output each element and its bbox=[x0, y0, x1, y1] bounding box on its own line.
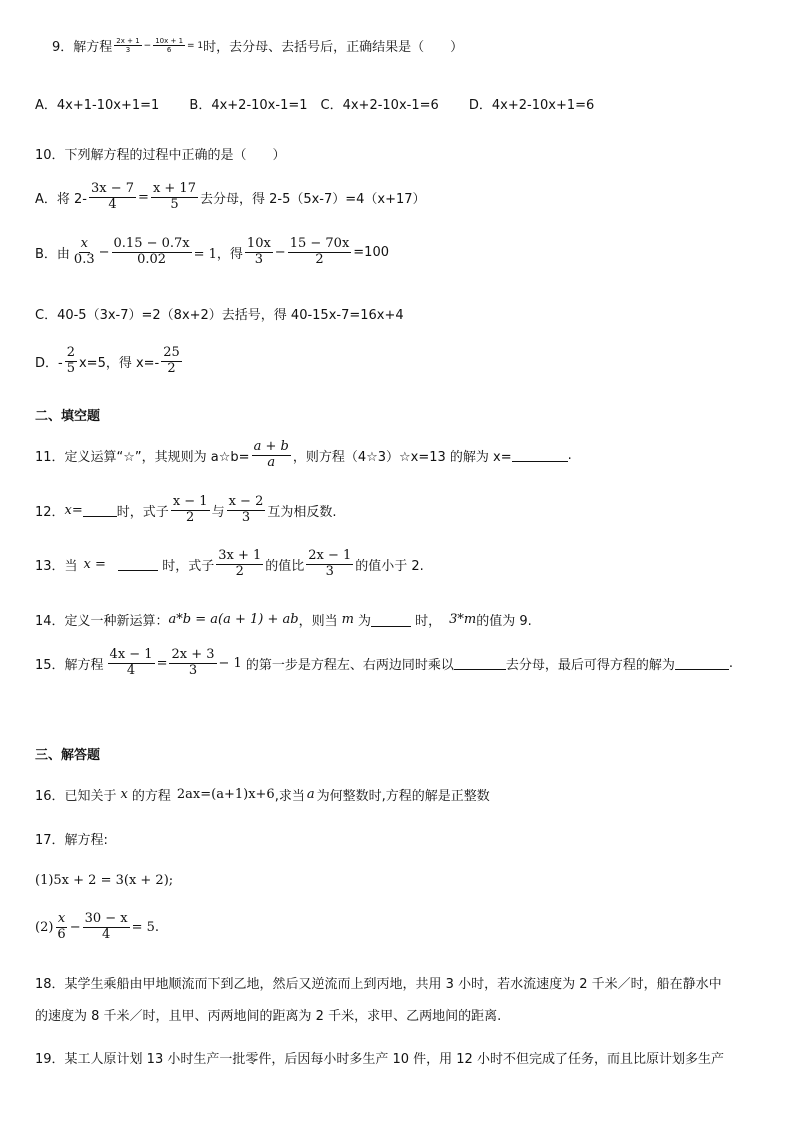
expression: 3*m bbox=[449, 612, 477, 627]
q9-lead: 9．解方程 bbox=[52, 40, 113, 55]
fraction bbox=[227, 495, 266, 526]
option-label: A．将 2- bbox=[35, 191, 87, 207]
fraction bbox=[216, 549, 263, 580]
fraction-denominator: 5 bbox=[66, 360, 75, 376]
question-17-stem bbox=[35, 829, 108, 848]
fraction-denominator: 2 bbox=[167, 360, 176, 376]
equals-sign: = bbox=[71, 502, 83, 518]
fraction bbox=[306, 549, 353, 580]
equation-rhs: = 5. bbox=[131, 919, 160, 935]
fraction-numerator: 3x − 7 bbox=[91, 181, 135, 196]
fraction-numerator: 30 − x bbox=[84, 911, 128, 926]
question-10-option-d bbox=[35, 346, 184, 377]
question-16 bbox=[35, 785, 490, 804]
question-17-part-1 bbox=[35, 873, 173, 888]
variable: x bbox=[83, 556, 91, 572]
connector-text: 与 bbox=[211, 504, 225, 520]
stem-text: 的方程 bbox=[131, 789, 171, 804]
equation-rhs: = 1，得 bbox=[193, 246, 243, 262]
period: . bbox=[567, 447, 572, 463]
q9-fraction-1 bbox=[114, 37, 141, 54]
question-15 bbox=[35, 648, 733, 679]
fraction bbox=[252, 440, 291, 471]
fraction bbox=[65, 346, 77, 377]
question-9-options bbox=[35, 94, 594, 113]
question-18-line-1 bbox=[35, 973, 722, 992]
fraction-denominator: 4 bbox=[126, 662, 136, 678]
fraction-numerator: 10x bbox=[246, 236, 271, 251]
stem-text: ,求当 bbox=[274, 789, 305, 804]
fraction-numerator: 25 bbox=[163, 345, 180, 360]
option-tail: 去分母，得 2-5（5x-7）=4（x+17） bbox=[199, 191, 426, 207]
stem-text: 时，式子 bbox=[158, 558, 215, 574]
minus-sign: − bbox=[69, 919, 81, 935]
fraction-denominator: 2 bbox=[186, 509, 195, 525]
fraction bbox=[83, 912, 130, 943]
fraction-numerator: a + b bbox=[253, 439, 289, 454]
stem-tail: 的值小于 2. bbox=[355, 558, 424, 574]
question-11 bbox=[35, 440, 572, 471]
q9-tail: 时，去分母、去括号后，正确结果是（ ） bbox=[203, 40, 464, 55]
question-18-line-2 bbox=[35, 1005, 501, 1024]
fraction-denominator: 3 bbox=[188, 662, 198, 678]
answer-blank[interactable] bbox=[454, 656, 506, 670]
answer-blank[interactable] bbox=[83, 503, 117, 517]
minus-sign: − bbox=[274, 244, 286, 260]
minus-sign: − bbox=[143, 40, 152, 51]
fraction-numerator: x − 2 bbox=[228, 494, 264, 509]
fraction-numerator: x − 1 bbox=[172, 494, 208, 509]
variable: x bbox=[120, 787, 128, 802]
fraction-denominator: 2 bbox=[315, 251, 324, 267]
answer-blank[interactable] bbox=[118, 557, 158, 571]
question-13 bbox=[35, 549, 424, 580]
question-12 bbox=[35, 495, 337, 526]
fraction-numerator: 0.15 − 0.7x bbox=[113, 236, 190, 251]
stem-text: ，则当 bbox=[298, 614, 338, 629]
fraction-numerator: x bbox=[57, 911, 66, 926]
fraction-denominator: 4 bbox=[108, 196, 117, 212]
stem-text: 11．定义运算“☆”，其规则为 a☆b= bbox=[35, 449, 250, 465]
fraction-numerator: 10x + 1 bbox=[155, 36, 184, 45]
fraction-denominator: 3 bbox=[325, 563, 334, 579]
stem-text: 14．定义一种新运算： bbox=[35, 614, 169, 629]
minus-sign: − bbox=[98, 244, 110, 260]
stem-text: 时， bbox=[410, 614, 442, 629]
answer-blank[interactable] bbox=[675, 656, 729, 670]
fraction-denominator: 0.02 bbox=[137, 251, 167, 267]
equals-sign: = bbox=[138, 189, 149, 205]
option-middle: x=5，得 x=- bbox=[78, 355, 160, 371]
stem-text: 去分母，最后可得方程的解为 bbox=[505, 657, 675, 673]
answer-blank[interactable] bbox=[371, 613, 411, 627]
formula: a*b = a(a + 1) + ab bbox=[168, 612, 299, 627]
stem-text: 17．解方程: bbox=[35, 833, 108, 848]
option-tail: =100 bbox=[353, 244, 389, 260]
fraction-numerator: 4x − 1 bbox=[109, 647, 153, 662]
stem-text: 的值比 bbox=[265, 558, 305, 574]
fraction-numerator: x bbox=[80, 236, 88, 251]
answer-blank[interactable] bbox=[512, 448, 568, 462]
variable: m bbox=[341, 612, 354, 627]
fraction bbox=[112, 237, 192, 268]
question-17-part-2 bbox=[35, 912, 159, 943]
stem-tail: 的值为 9. bbox=[476, 614, 532, 629]
fraction bbox=[169, 648, 216, 679]
stem-text: 16．已知关于 bbox=[35, 789, 117, 804]
question-10-option-a bbox=[35, 182, 426, 213]
fraction bbox=[245, 237, 273, 268]
question-number: 12． bbox=[35, 504, 65, 520]
stem-text: 为 bbox=[357, 614, 371, 629]
fraction-denominator: 3 bbox=[125, 46, 131, 54]
section-title: 三、解答题 bbox=[35, 748, 101, 763]
stem-text: 的速度为 8 千米／时，且甲、丙两地间的距离为 2 千米，求甲、乙两地间的距离. bbox=[35, 1009, 502, 1024]
equals-sign: = bbox=[156, 655, 168, 671]
stem-text: 13．当 bbox=[35, 558, 78, 574]
stem-text: 19．某工人原计划 13 小时生产一批零件，后因每小时多生产 10 件，用 12 小时不但完成了任务，而且比原计划多生产 bbox=[35, 1052, 724, 1067]
fraction-denominator: 2 bbox=[235, 563, 244, 579]
stem-text: 的第一步是方程左、右两边同时乘以 bbox=[245, 657, 454, 673]
stem-text: 15．解方程 bbox=[35, 657, 104, 673]
part-label: (2) bbox=[35, 919, 54, 935]
option-label: D．- bbox=[35, 355, 63, 371]
minus-one: − 1 bbox=[218, 655, 242, 671]
question-10-stem bbox=[35, 144, 286, 163]
section-heading-solve bbox=[35, 744, 100, 763]
fraction-denominator: 3 bbox=[241, 509, 251, 525]
fraction bbox=[151, 182, 198, 213]
fraction-numerator: 2 bbox=[66, 345, 75, 360]
stem-tail: 互为相反数. bbox=[267, 504, 337, 520]
question-14 bbox=[35, 610, 532, 629]
period: . bbox=[728, 655, 733, 671]
fraction bbox=[89, 182, 136, 213]
equation: 2ax=(a+1)x+6 bbox=[176, 787, 275, 802]
fraction-numerator: x + 17 bbox=[152, 181, 196, 196]
section-title: 二、填空题 bbox=[35, 409, 101, 424]
section-heading-fill-in bbox=[35, 405, 100, 424]
fraction-denominator: a bbox=[267, 454, 276, 470]
fraction-denominator: 4 bbox=[101, 926, 111, 942]
equation: (1)5x + 2 = 3(x + 2); bbox=[35, 873, 174, 888]
option-label: B．由 bbox=[35, 246, 70, 262]
question-9-stem bbox=[52, 36, 463, 55]
option-text: C．40-5（3x-7）=2（8x+2）去括号，得 40-15x-7=16x+4 bbox=[35, 308, 404, 323]
fraction-numerator: 2x + 3 bbox=[171, 647, 215, 662]
question-19-line-1 bbox=[35, 1048, 724, 1067]
fraction bbox=[108, 648, 155, 679]
fraction bbox=[72, 237, 97, 268]
fraction-denominator: 0.3 bbox=[73, 251, 95, 267]
stem-tail: 为何整数时,方程的解是正整数 bbox=[316, 789, 490, 804]
variable: x bbox=[64, 502, 72, 518]
variable: a bbox=[306, 787, 315, 802]
fraction bbox=[161, 346, 182, 377]
question-10-option-c bbox=[35, 304, 404, 323]
stem-text: 10．下列解方程的过程中正确的是（ ） bbox=[35, 148, 286, 163]
q9-fraction-2 bbox=[153, 37, 185, 54]
fraction-numerator: 2x + 1 bbox=[116, 36, 140, 45]
stem-tail: ，则方程（4☆3）☆x=13 的解为 x= bbox=[292, 449, 512, 465]
fraction-numerator: 3x + 1 bbox=[218, 548, 262, 563]
fraction bbox=[288, 237, 352, 268]
question-10-option-b bbox=[35, 237, 389, 268]
equation-rhs: = 1 bbox=[187, 40, 204, 51]
options-text: A．4x+1-10x+1=1 B．4x+2-10x-1=1 C．4x+2-10x-1=6 D．4x+2-10x+1=6 bbox=[35, 98, 595, 113]
fraction-numerator: 2x − 1 bbox=[308, 548, 352, 563]
fraction bbox=[171, 495, 210, 526]
fraction-denominator: 3 bbox=[254, 251, 263, 267]
fraction bbox=[55, 912, 67, 943]
stem-text: 18．某学生乘船由甲地顺流而下到乙地，然后又逆流而上到丙地，共用 3 小时，若水流速度为 2 千米／时，船在静水中 bbox=[35, 977, 722, 992]
fraction-denominator: 6 bbox=[57, 926, 66, 942]
stem-text: 时，式子 bbox=[116, 504, 169, 520]
fraction-denominator: 5 bbox=[170, 196, 179, 212]
fraction-numerator: 15 − 70x bbox=[289, 236, 350, 251]
equals-sign: = bbox=[90, 556, 111, 572]
fraction-denominator: 6 bbox=[166, 46, 172, 54]
